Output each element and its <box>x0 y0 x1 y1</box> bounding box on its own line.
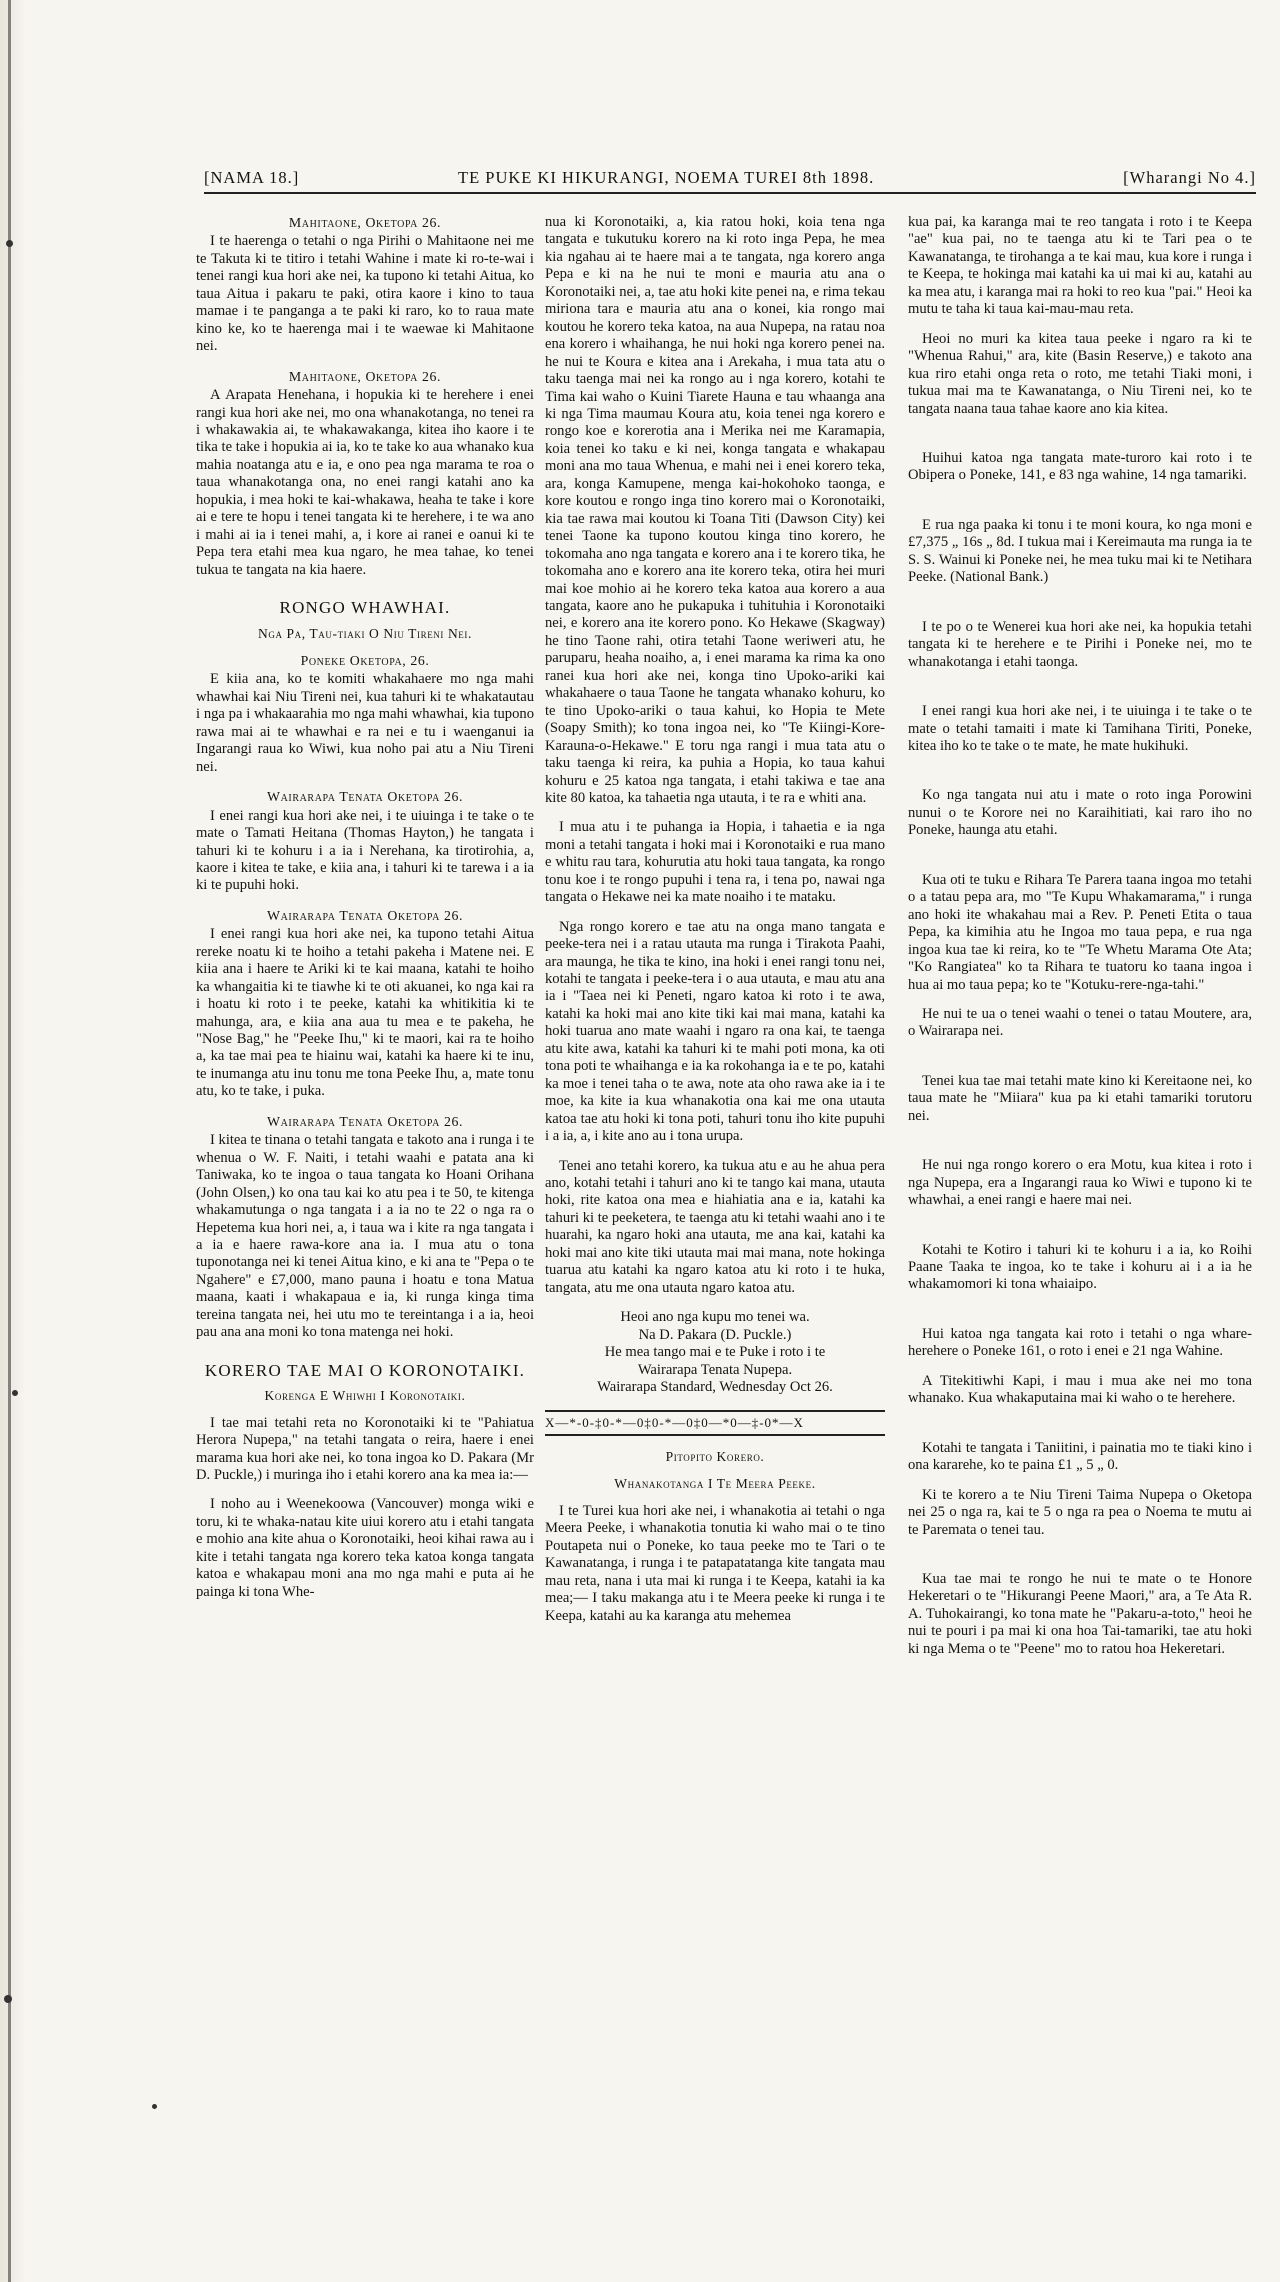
page-header <box>204 168 1256 192</box>
article-paragraph: I te Turei kua hori ake nei, i whanakotia ai tetahi o nga Meera Peeke, i whanakotia tonutia ki waho mai o te tino Poutapeta nui o Poneke, ko taua peeke mo te Tari o te Kawanatanga, i runga i te patapatatanga kite tangata mau mau reta, nana i uta mai ki runga i te Keepa, katahi ia ka mea;— I taku makanga atu i te Meera peeke ki runga i te Keepa, katahi au ka karanga atu mehemea <box>545 1502 885 1624</box>
news-item: He nui nga rongo korero o era Motu, kua kitea i roto i nga Nupepa, era a Ingarangi raua ko Wiwi e tupono ki te whawhai, a enei rangi e haere mai nei. <box>908 1157 1252 1209</box>
article-paragraph: I tae mai tetahi reta no Koronotaiki ki te "Pahiatua Herora Nupepa," na tetahi tangata o reira, haere i enei marama kua hori ake nei, ko tona ingoa ko D. Pakara (Mr D. Puckle,) i muringa iho i etahi korero ana ka mea ia:— <box>196 1414 534 1483</box>
dateline: Poneke Oketopa, 26. <box>300 652 430 668</box>
section-heading: RONGO WHAWHAI. <box>279 598 451 618</box>
article-paragraph: I mua atu i te puhanga ia Hopia, i tahaetia e ia nga moni a tetahi tangata i hoki mai i Koronotaiki e rua mano e whitu rau tara, kohurutia atu hoki taua tangata, ka rongo tonu koe i te rongo pupuhi i tena ra, i tena po, nawai nga tangata o Hekawe nei ka mate noaiho i te mataku. <box>545 819 885 906</box>
news-item: I te po o te Wenerei kua hori ake nei, ka hopukia tetahi tangata ki te herehere e te Pirihi i Poneke nei, mo te whanakotanga i etahi taonga. <box>908 618 1252 670</box>
news-item: Tenei kua tae mai tetahi mate kino ki Kereitaone nei, ko taua mate he "Miiara" kua pa ki etahi tamariki torutoru nei. <box>908 1072 1252 1124</box>
section-heading: KORERO TAE MAI O KORONOTAIKI. <box>204 1360 526 1380</box>
dateline: Wairarapa Tenata Oketopa 26. <box>266 907 464 923</box>
masthead-title: TE PUKE KI HIKURANGI, NOEMA TUREI 8th 1898. <box>458 168 875 187</box>
signature-line: He mea tango mai e te Puke i roto i te <box>604 1344 826 1361</box>
header-rule <box>204 192 1256 194</box>
news-item: I enei rangi kua hori ake nei, i te uiuinga i te take o te mate o tetahi tamaiti i mate ki Tamihana Tiriti, Poneke, kitea iho ko te take o te mate, he mate hukihuki. <box>908 703 1252 754</box>
signature-line: Heoi ano nga kupu mo tenei wa. <box>620 1309 810 1326</box>
section-subheading: Whanakotanga I Te Meera Peeke. <box>614 1476 816 1492</box>
article-paragraph: Tenei ano tetahi korero, ka tukua atu e au he ahua pera ano, kotahi tetahi i tahuri ano ki te tango kai mana, utauta hoki, rite katoa ona mea e hiahiatia ana e ia, katahi ka tahuri ki te peeketera, te taenga atu ki tetahi waahi ano i te huarahi, ka ngaro hoki ana utauta, me ana kai, katahi ka hoki mai ano kite tiki utauta mai mai mana, note hokinga tuarua atu katahi ka ngaro katoa atu ki roto i te huka, tangata, atu me ona utauta ngaro katoa atu. <box>545 1157 885 1296</box>
scan-edge <box>0 0 26 2282</box>
print-speck <box>4 1995 12 2003</box>
signature-line: Na D. Pakara (D. Puckle.) <box>638 1326 792 1343</box>
article-paragraph: I noho au i Weenekoowa (Vancouver) monga wiki e toru, ki te whaka-natau kite uiui korero atu i etahi tangata e mohio ana kite ahua o Koronotaiki, heoi kihai rawa au i kite i tetahi tangata nga korero teka katoa konga tangata katoa e whakapau moni ana mo nga mahi e puta ai he painga ki tona Whe- <box>196 1496 534 1600</box>
news-item: Ki te korero a te Niu Tireni Taima Nupepa o Oketopa nei 25 o nga ra, kai te 5 o nga ra pea o Noema te mutu ai te Paremata o tenei tau. <box>908 1486 1252 1538</box>
article-paragraph: I enei rangi kua hori ake nei, i te uiuinga i te take o te mate o Tamati Heitana (Thomas Hayton,) he tangata i tahuri ki te kohuru i a ia i Nerehana, ka tirotirohia, a, kaore i kitea te take, e kiia ana, i tahuri ki te tarewa i a ia ki te pupuhi hoki. <box>196 807 534 894</box>
print-speck <box>12 1390 18 1396</box>
column-2 <box>545 214 885 1637</box>
ornamental-divider <box>545 1410 885 1435</box>
article-paragraph: kua pai, ka karanga mai te reo tangata i roto i te Keepa "ae" kua pai, no te taenga atu ki te Tari pea o te Kawanatanga, te tirohanga a te kai mau, kua kore i runga i te Keepa, te hokinga mai katahi ka ui mai ki au, katahi au ka mea atu, i karanga mai ra hoki to reo kua "pai." Heoi ka mutu te taha ki taua kai-mau-mau reta. <box>908 214 1252 318</box>
news-item: E rua nga paaka ki tonu i te moni koura, ko nga moni e £7,375 „ 16s „ 8d. I tukua mai i Kereimauta ma runga ia te S. S. Wainui ki Poneke nei, he mea tuku mai ki te Netihara Peeke. (National Bank.) <box>908 516 1252 586</box>
news-item: Kua tae mai te rongo he nui te mate o te Honore Hekeretari o te "Hikurangi Peene Maori," ara, a Te Ata R. A. Tuhokairangi, ko tona mate he "Pakaru-a-toto," heoi he nui te pouri i pa mai ki ona hoa Tai-tamariki, tae atu hoki ki nga Mema o te "Peene" mo to ratou hoa Hekeretari. <box>908 1571 1252 1657</box>
dateline: Mahitaone, Oketopa 26. <box>288 368 442 384</box>
issue-number: [NAMA 18.] <box>204 168 300 187</box>
news-item: Kua oti te tuku e Rihara Te Parera taana ingoa mo tetahi o a tatau pepa ara, mo "Te Kupu Whakamarama," i runga ano hoki ite whakahau mai a Rev. P. Peneti Etita o taua Pepa, ka kimihia atu he Ingoa mo taua pepa, e rua nga ingoa kua tae ki reira, ko te "Te Whetu Marama Ote Ata; "Ko Rangiatea" ko ta Rihara te tuatoru ko taana ingoa i hua ai mo taua pepa; ko te "Kotuku-rere-nga-tahi." <box>908 871 1252 993</box>
dateline: Wairarapa Tenata Oketopa 26. <box>266 789 464 805</box>
column-1 <box>196 214 534 1613</box>
article-paragraph: Heoi no muri ka kitea taua peeke i ngaro ra ki te "Whenua Rahui," ara, kite (Basin Reserve,) e takoto ana kua riro etahi onga reta o roto, me tetahi Tiaki moni, i tukua mai ma te Kawanatanga, o Niu Tireni nei, ko te tangata naana taua tahae kaore ano kia kitea. <box>908 330 1252 417</box>
print-speck <box>6 240 13 247</box>
dateline: Mahitaone, Oketopa 26. <box>288 215 442 230</box>
article-paragraph: Nga rongo korero e tae atu na onga mano tangata e peeke-tera nei i a ratau utauta ma runga i Tirakota Paahi, ara maunga, he tika te kino, ina hoki i enei rangi tonu nei, kotahi te tangata i peeke-tera i o aua utauta, e mau atu ana ia i "Taea nei ki Peneti, ngaro katoa ki roto i te awa, katahi ka hoki mai ano kite tiki kai mai mana, katahi ka hoki tuarua ano mate waahi i ngaro ra ona kai, te taenga atu kite awa, katahi ka tahuri ki te mahi poti mona, ka oti tona poti te whaihanga e ia ka rokohanga ia e te po, katahi ka moe i tenei taha o te awa, note ata oho rawa ake ia i te moe, ka kite ia kua whanakotia ona kai me ona utauta katoa tae atu hoki ki tona poti, tahuri tonu iho kite pupuhi i a ia, a, i kite ano au i tona urupa. <box>545 918 885 1145</box>
binding-rule <box>8 0 11 2282</box>
signature-line: Wairarapa Tenata Nupepa. <box>637 1361 793 1378</box>
news-item: A Titekitiwhi Kapi, i mau i mua ake nei mo tona whanako. Kua whakaputaina mai ki waho o te herehere. <box>908 1372 1252 1407</box>
article-paragraph: A Arapata Henehana, i hopukia ki te herehere i enei rangi kua hori ake nei, mo ona whanakotanga, no tenei ra i whakawakia ai, te whakawakanga, kitea iho kaore i te tika te take i hopukia ai ia, ko te take ko aua whanako kua mahia noatanga atu e ia, e ono pea nga marama te roa o taua whanakotanga ona, no enei rangi katahi ano ka hopukia, i mea hoki te kai-whakawa, heaha te take i kore ai e tere te hopu i tenei tangata ki te herehere, i te wa ano i mahi ai ia i tenei mahi, a, i kore ai ranei e oanui ki te Pepa tera etahi mea kua ngaro, he mea tahae, ko tenei tukua te tangata na kia haere. <box>196 387 534 578</box>
column-3 <box>908 214 1252 1670</box>
article-paragraph: I enei rangi kua hori ake nei, ka tupono tetahi Aitua rereke noatu ki te hoiho a tetahi pakeha i Matene nei. E kiia ana i haere te Ariki ki te kai maana, katahi te hoiho ka whangaitia ki te tiawhe ki te oti akuanei, ko nga kai ra i hoatu ki roto i te peeke, katahi ka whitikitia ki te mahunga, ara, e kiia ana aua tu mea e te pakeha, he "Nose Bag," he "Peeke Ihu," ki te maori, kai ra te hoiho a, ka tae mai pea te hiainu wai, katahi ka haere ki te inu, te inumanga atu inu tonu me tona Peeke Ihu, a, mate tonu atu, ko te take, i puka. <box>196 926 534 1100</box>
news-item: He nui te ua o tenei waahi o tenei o tatau Moutere, ara, o Wairarapa nei. <box>908 1005 1252 1040</box>
article-paragraph: E kiia ana, ko te komiti whakahaere mo nga mahi whawhai kai Niu Tireni nei, kua tahuri ki te whakatautau i nga pa i whakaarahia mo nga mahi whawhai, kia tupono rawa mai ai te whawhai e ra nei e tu i waenganui ia Ingarangi raua ko Wiwi, kua noho pai atu a Niu Tireni nei. <box>196 671 534 775</box>
article-paragraph: I kitea te tinana o tetahi tangata e takoto ana i runga i te whenua o W. F. Naiti, i tetahi waahi e patata ana ki Taniwaka, ko te ingoa o taua tangata ko Hoani Orihana (John Olsen,) ko ona tau kai ko atu pea i te 50, te kitenga whakamutunga o nga tangata i a ia no te 22 o nga ra o Hepetema kua hori nei, a, i taua wa i kite ra nga tangata i a ia e haere rawa-kore ana ia. I mua atu o tona tuponotanga nei ki tenei Aitua kino, e ki ana te "Pepa o te Ngahere" e £7,000, mano pauna i hoatu e tona Matua maana, kaati i whakapaua e ia, ki runga kinga tima tereina tangata nei, hei utu mo te tereintanga i a ia, heoi pau ana ana moni ko tona matenga nei hoki. <box>196 1132 534 1341</box>
section-heading: Pitopito Korero. <box>665 1448 765 1464</box>
section-subheading: Korenga E Whiwhi I Koronotaiki. <box>264 1388 466 1404</box>
news-item: Hui katoa nga tangata kai roto i tetahi o nga whare-herehere o Poneke 161, o roto i enei e 21 nga Wahine. <box>908 1325 1252 1360</box>
print-speck <box>152 2104 157 2109</box>
article-paragraph: I te haerenga o tetahi o nga Pirihi o Mahitaone nei me te Takuta ki te titiro i tetahi Wahine i mate ki ro-te-wai i tenei rangi kua hori ake nei, ka tupono ki tetahi Aitua, ko taua Aitua i pakaru te paki, otira kaore i kino to taua mamae i te panganga a te paki ki raro, ko to raua mate kino ke, ko te haerenga mai i te waewae ki Mahitaone nei. <box>196 233 534 355</box>
page-number: [Wharangi No 4.] <box>1123 168 1256 187</box>
news-item: Kotahi te tangata i Taniitini, i painatia mo te tiaki kino i ona kararehe, ko te paina £1 „ 5 „ 0. <box>908 1439 1252 1474</box>
article-paragraph: nua ki Koronotaiki, a, kia ratou hoki, koia tena nga tangata e tukutuku korero na ki roto inga Pepa, he mea kia ngahau ai te haere mai a te tangata, nga korero anga Pepa e ki na he nui te moni e mauria atu ana o Koronotaiki nei, a, tae atu hoki kite penei na, e rima tekau miriona tara e mauria atu ana o konei, kia rongo mai koutou he korero teka katoa, na aua Nupepa, na ratau noa ena korero i whaihanga, he nui hoki nga korero penei na. he nui te Koura e kitea ana i Arekaha, i mua tata atu o taku taenga mai nei ka rongo au i nga korero, kotahi te Tima kai waho o Kuini Tiarete Hauna e tau whaanga ana ki nga Tima maumau Koura atu, koia tenei nga korero e rongo koe e korerotia ana i Merika nei me Karamapia, koia tenei ko taku e ki nei, konga tangata e whakapau moni ana mo taua Whenua, e mahi nei i enei korero teka, ara, konga Kamupene, menga kai-hokohoko taonga, e kore koutou e rongo inga tino korero mai o Koronotaiki, kia tae rawa mai koutou ki Toana Titi (Dawson City) kei tenei Taone ka tupono koutou kinga tino korero, he tokomaha ano nga tangata e korero ana i te korero tika, he tokomaha ano e korero ana ite korero teka, otira hei muri mai koe mohio ai he korero teka katoa aua korero a aua tangata, kaore ano he pukapuka i tuhituhia i Koronotaiki nei, e korero ana ite korero pono. Ko Hekawe (Skagway) he tino Taone rahi, otira tetahi Taone weriweri atu, he paruparu, heaha noaiho, a, i enei marama ka rima ka ono ranei kua hori ake nei, konga tino Upoko-ariki kai whakahaere o taua Taone he tangata whanako kohuru, ko te tino Upoko-ariki o taua kahui, ko Hopia te Mete (Soapy Smith); ko tona ingoa nei, ko "Te Kiingi-Kore-Karauna-o-Hekawe." E toru nga rangi i mua tata atu o taku taenga ki reira, ka puhia a Hopia, ko taua kahui kohuru e 25 katoa nga tangata, i etahi takiwa e tae ana kite 80 katoa, ka tahaetia nga utauta, i te ra e whiti ana. <box>545 214 885 806</box>
dateline: Wairarapa Tenata Oketopa 26. <box>266 1113 464 1129</box>
divider-text: X—*-0-‡0-*—0‡0-*—0‡0—*0—‡-0*—X <box>545 1415 804 1431</box>
news-item: Kotahi te Kotiro i tahuri ki te kohuru i a ia, ko Roihi Paane Taaka te ingoa, ko te take i kohuru ai i a ia he whakamomori ki tona whaiaipo. <box>908 1241 1252 1293</box>
section-subheading: Nga Pa, Tau-tiaki O Niu Tireni Nei. <box>258 625 472 641</box>
news-item: Ko nga tangata nui atu i mate o roto inga Porowini nunui o te Korore nei no Karaihitiati, kai raro iho no Poneke, haunga atu etahi. <box>908 787 1252 839</box>
signature-line: Wairarapa Standard, Wednesday Oct 26. <box>597 1379 833 1395</box>
news-item: Huihui katoa nga tangata mate-turoro kai roto i te Obipera o Poneke, 141, e 83 nga wahine, 14 nga tamariki. <box>908 449 1252 484</box>
